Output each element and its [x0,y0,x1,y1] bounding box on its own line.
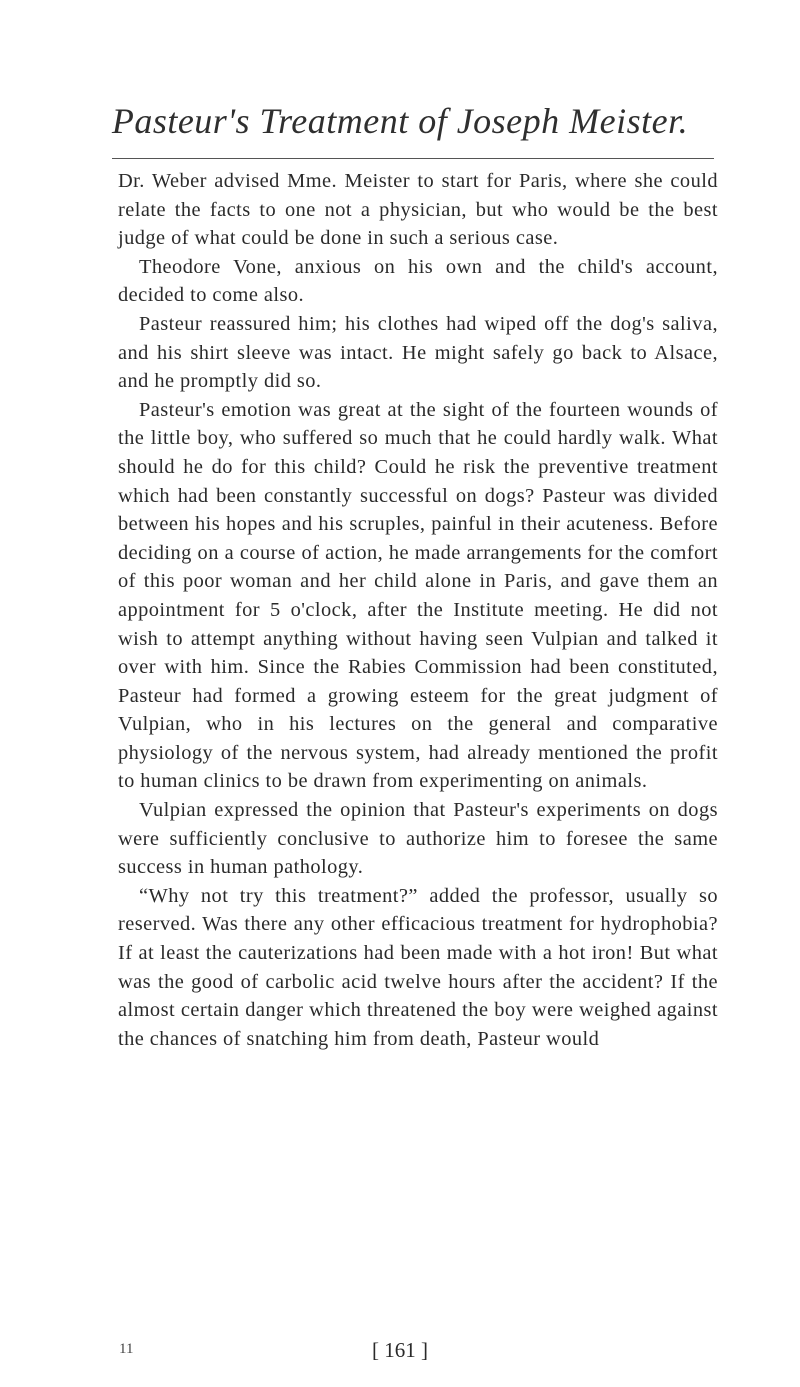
page-footer [0,1338,800,1370]
paragraph: Dr. Weber advised Mme. Meister to start for Paris, where she could relate the facts to one not a physician, but who would be the best judge of what could be done in such a serious case. [118,170,718,250]
running-title: Pasteur's Treatment of Joseph Meister. [111,101,689,141]
paragraph: “Why not try this treatment?” added the professor, usually so reserved. Was there any other efficacious treatment for hydrophobia? If at least the cauterizations had been made with a hot iron! But what was the good of carbolic acid twelve hours after the accident? If the almost certain danger which threatened the boy were weighed against the chances of snatching him from death, Pasteur would [118,884,718,1050]
paragraph: Pasteur reassured him; his clothes had wiped off the dog's saliva, and his shirt sleeve was intact. He might safely go back to Alsace, and he promptly did so. [118,312,718,393]
title-rule [112,158,714,159]
paragraph: Pasteur's emotion was great at the sight of the fourteen wounds of the little boy, who suffered so much that he could hardly walk. What should he do for this child? Could he risk the preventive treatment which had been constantly successful on dogs? Pasteur was divided between his hopes and his scruples, painful in their acuteness. Before deciding on a course of action, he made arrangements for the comfort of this poor woman and her child alone in Paris, and gave them an appointment for 5 o'clock, after the Institute meeting. He did not wish to attempt anything without having seen Vulpian and talked it over with him. Since the Rabies Commission had been constituted, Pasteur had formed a growing esteem for the great judgment of Vulpian, who in his lectures on the general and comparative physiology of the nervous system, had already mentioned the profit to human clinics to be drawn from experimenting on animals. [118,398,718,793]
body-text [118,167,718,1053]
page-number: [ 161 ] [372,1338,428,1362]
paragraph: Theodore Vone, anxious on his own and the child's account, decided to come also. [118,255,718,307]
paragraph: Vulpian expressed the opinion that Pasteur's experiments on dogs were sufficiently conclusive to authorize him to foresee the same success in human pathology. [118,799,718,879]
signature-mark: 11 [119,1341,134,1357]
